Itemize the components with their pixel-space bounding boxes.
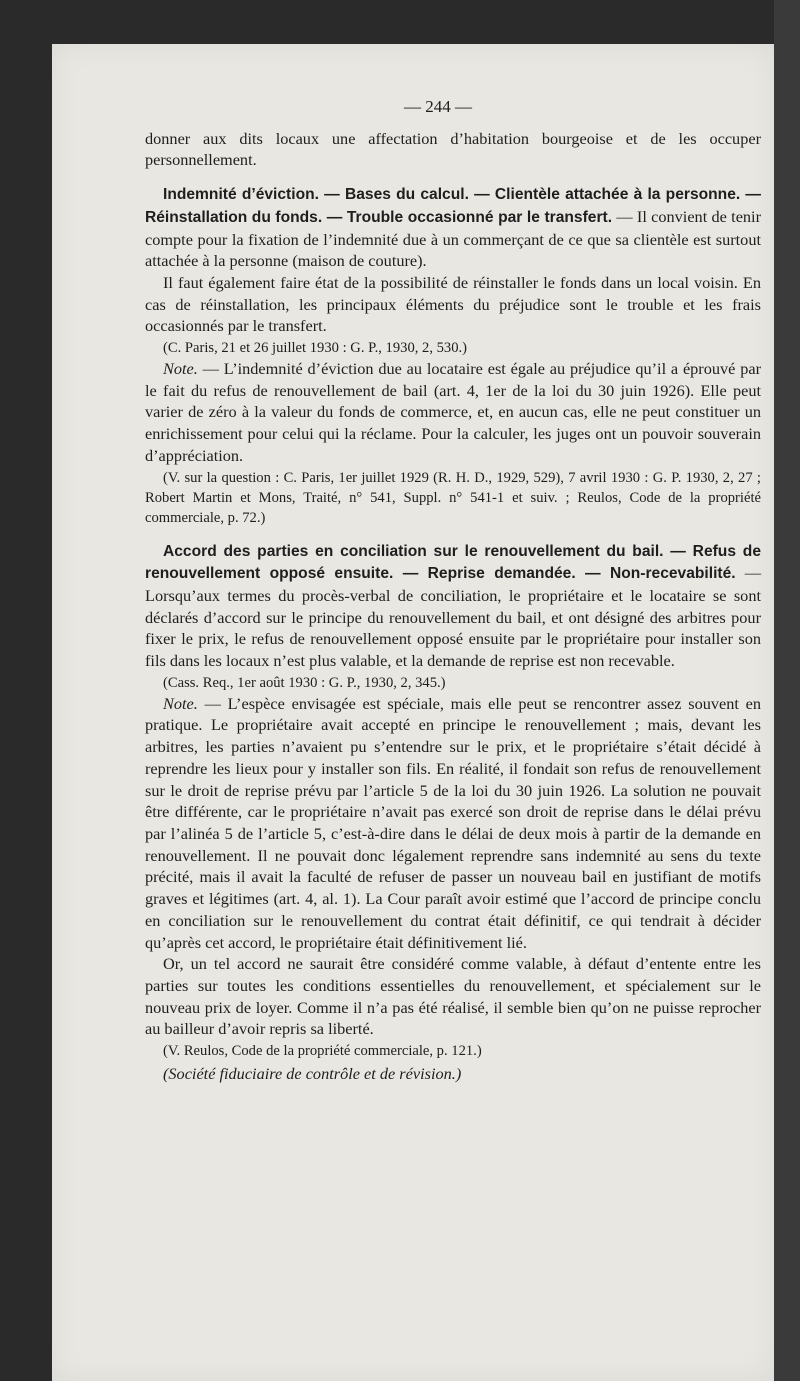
section-1-note-label: Note. [163, 359, 198, 379]
section-accord-conciliation [145, 540, 761, 1085]
section-2-citation: (Cass. Req., 1er août 1930 : G. P., 1930, 2, 345.) [163, 674, 446, 691]
section-1-heading: Indemnité d’éviction. — Bases du calcul. — Clientèle attachée à la personne. — Réinstallation du fonds. — Trouble occasionné par le transfert. [145, 186, 761, 226]
section-1-body-2: Il faut également faire état de la possibilité de réinstaller le fonds dans un local voisin. En cas de réinstallation, les principaux éléments du préjudice sont le trouble et les frais occasionnés par le transfert. [145, 272, 761, 336]
section-2-heading: Accord des parties en conciliation sur le renouvellement du bail. — Refus de renouvellement opposé ensuite. — Reprise demandée. — Non-recevabilité. [145, 542, 761, 583]
section-1-references: (V. sur la question : C. Paris, 1er juillet 1929 (R. H. D., 1929, 529), 7 avril 1930 : G. P. 1930, 2, 27 ; Robert Martin et Mons, Traité, n° 541, Suppl. n° 541-1 et suiv. ; Reulos, Code de la propriété commerciale, p. 72.) [145, 469, 761, 526]
intro-paragraph: donner aux dits locaux une affectation d’habitation bourgeoise et de les occuper personnellement. [145, 128, 761, 170]
section-1-note-text: — L’indemnité d’éviction due au locataire est égale au préjudice qu’il a éprouvé par le fait du refus de renouvellement de bail (art. 4, 1er de la loi du 30 juin 1926). Elle peut varier de zéro à la valeur du fonds de commerce, et, en aucun cas, elle ne peut constituer un enrichissement pour celui qui la réclame. Pour la calculer, les juges ont un pouvoir souverain d’appréciation. [145, 359, 761, 465]
section-indemnite-eviction [145, 183, 761, 527]
section-1-note [145, 358, 761, 467]
section-2-body: — Lorsqu’aux termes du procès-verbal de conciliation, le propriétaire et le locataire se sont déclarés d’accord sur le principe du renouvellement du bail, et ont désigné des arbitres pour fixer le prix, le refus de renouvellement opposé ensuite par le propriétaire pour installer son fils dans les locaux n’est plus valable, et la demande de reprise est non recevable. [145, 563, 761, 671]
section-1-paragraph [145, 183, 761, 272]
section-2-note-label: Note. [163, 693, 198, 713]
signature-text: (Société fiduciaire de contrôle et de révision.) [163, 1064, 462, 1084]
signature [145, 1063, 761, 1085]
section-2-paragraph [145, 540, 761, 672]
section-1-citation: (C. Paris, 21 et 26 juillet 1930 : G. P., 1930, 2, 530.) [163, 340, 468, 357]
section-2-body-2: Or, un tel accord ne saurait être considéré comme valable, à défaut d’entente entre les parties sur toutes les conditions essentielles du renouvellement, et spécialement sur le nouveau prix de loyer. Comme il n’a pas été réalisé, il semble bien qu’on ne puisse reprocher au bailleur d’avoir repris sa liberté. [145, 954, 761, 1039]
page-text [145, 96, 761, 1085]
section-2-note-text: — L’espèce envisagée est spéciale, mais elle peut se rencontrer assez souvent en pratique. Le propriétaire avait accepté en principe le renouvellement ; mais, devant les arbitres, les parties n’avaient pu s’entendre sur le prix, et le propriétaire s’était décidé à reprendre les lieux pour y installer son fils. En réalité, il fondait son refus de renouvellement sur le droit de reprise prévu par l’article 5 de la loi du 30 juin 1926. La solution ne pouvait être différente, car le propriétaire n’avait pas exercé son droit de reprise dans le délai prévu par l’alinéa 5 de l’article 5, c’est-à-dire dans le délai de deux mois à partir de la demande en renouvellement. Il ne pouvait donc légalement reprendre sans indemnité au sens du texte précité, mais il avait la faculté de refuser de passer un nouveau bail en justifiant de motifs graves et légitimes (art. 4, al. 1). La Cour paraît avoir estimé que l’accord de principe conclu en conciliation sur le renouvellement du contrat était définitif, ce qui tendrait à décider qu’après cet accord, le propriétaire était définitivement lié. [145, 693, 761, 952]
page-number: — 244 — [404, 97, 472, 116]
section-2-note [145, 693, 761, 953]
page-edge-shadow [774, 0, 800, 1381]
section-1-body: — Il convient de tenir compte pour la fixation de l’indemnité due à un commerçant de ce que sa clientèle est surtout attachée à la personne (maison de couture). [145, 206, 762, 271]
section-2-references: (V. Reulos, Code de la propriété commerciale, p. 121.) [163, 1043, 482, 1060]
